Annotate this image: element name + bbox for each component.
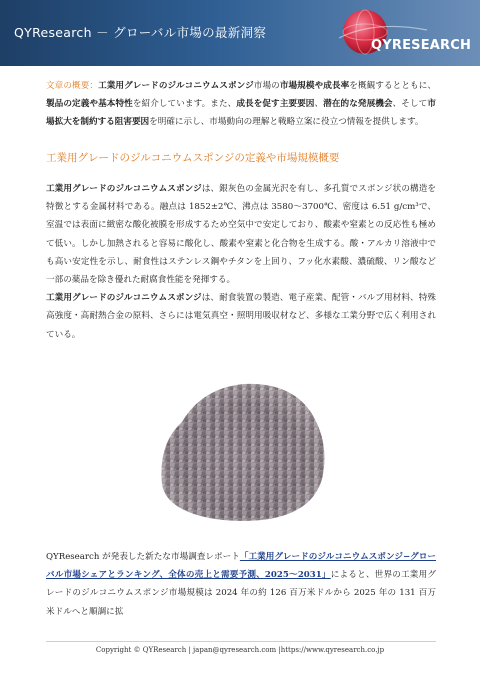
- intro-subject: 工業用グレードのジルコニウムスポンジ: [98, 81, 254, 91]
- footer-divider: [46, 641, 436, 642]
- definition-paragraph: 工業用グレードのジルコニウムスポンジは、銀灰色の金属光沢を有し、多孔質でスポンジ状の構造を特徴とする金属材料である。融点は 1852±2℃、沸点は 3580～3700℃、密度は 6.51 g/cm³で、室温では表面に緻密な酸化被膜を形成するため空気中で安定しており、酸素や窒素との反応性も極めて低い。しかし加熱されると容易に酸化し、酸素や窒素と化合物を生成する。酸・アルカリ溶液中でも高い安定性を示し、耐食性はステンレス鋼やチタンを上回り、フッ化水素酸、濃硫酸、リン酸など一部の薬品を除き優れた耐腐食性能を発揮する。: [46, 184, 436, 286]
- application-paragraph: 工業用グレードのジルコニウムスポンジは、耐食装置の製造、電子産業、配管・バルブ用材料、特殊高強度・高耐熱合金の原料、さらには電気真空・照明用吸収材など、多様な工業分野で広く利用されている。: [46, 293, 436, 340]
- qyresearch-logo: [335, 8, 480, 62]
- report-summary: QYResearch が発表した新たな市場調査レポート「工業用グレードのジルコニウムスポンジ−グローバル市場シェアとランキング、全体の売上と需要予測、2025～2031」によると、世界の工業用グレードのジルコニウムスポンジ市場規模は 2024 年の約 126 百万米ドルから 2025 年の 131 百万米ドルへと順調に拡: [46, 552, 436, 617]
- product-image: [152, 374, 332, 526]
- globe-logo-icon: [335, 8, 480, 62]
- summary-label: 文章の概要：: [46, 81, 99, 91]
- intro-summary: 文章の概要：工業用グレードのジルコニウムスポンジ市場の市場規模や成長率を概観するとともに、製品の定義や基本特性を紹介しています。また、成長を促す主要要因、潜在的な発展機会、そして市場拡大を制約する阻害要因を明確に示し、市場動向の理解と戦略立案に役立つ情報を提供します。: [46, 81, 436, 128]
- header-title: QYResearch － グローバル市場の最新洞察: [14, 25, 267, 40]
- section-body: [46, 180, 436, 344]
- zirconium-sponge-photo: [152, 374, 332, 526]
- header-banner: [0, 0, 480, 66]
- section-title: 工業用グレードのジルコニウムスポンジの定義や市場規模概要: [46, 152, 340, 164]
- footer-copyright: Copyright © QYResearch | japan@qyresearch.com |https://www.qyresearch.co.jp: [95, 646, 385, 654]
- report-link[interactable]: 「工業用グレードのジルコニウムスポンジ−グローバル市場シェアとランキング、全体の売上と需要予測、2025～2031」: [46, 552, 436, 581]
- logo-text: QYRESEARCH: [371, 38, 472, 53]
